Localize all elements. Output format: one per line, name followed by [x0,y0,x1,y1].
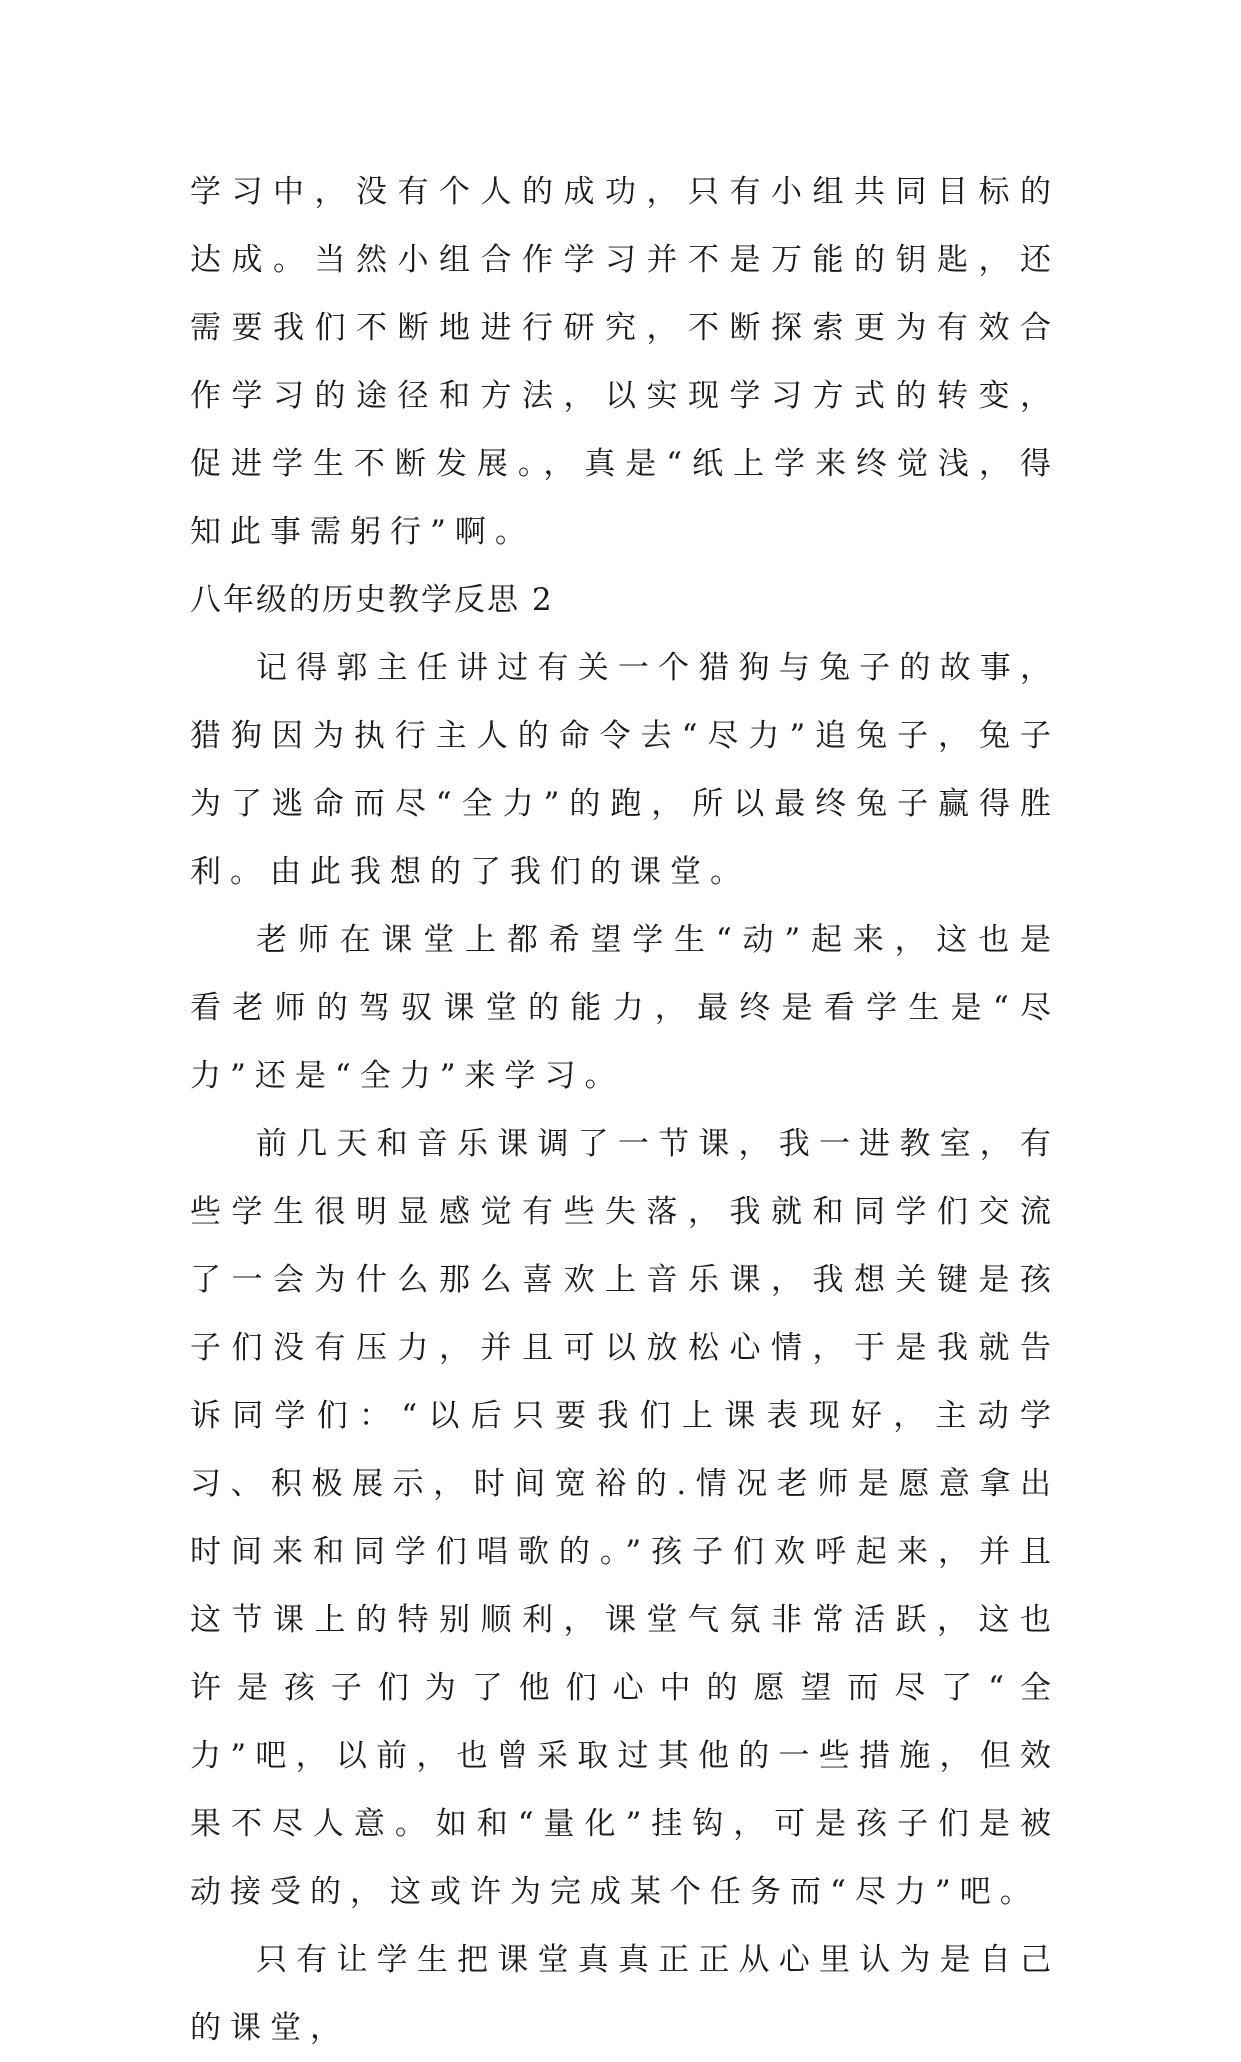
document-body [190,158,1060,2062]
paragraph-conclusion-start: 只有让学生把课堂真真正正从心里认为是自己的课堂， [190,1942,1060,2046]
section-heading: 八年级的历史教学反思 2 [190,582,554,618]
paragraph-continuation: 学习中，没有个人的成功，只有小组共同目标的达成。当然小组合作学习并不是万能的钥匙，还需要我们不断地进行研究，不断探索更为有效合作学习的途径和方法，以实现学习方式的转变，促进学生不断发展。，真是“纸上学来终觉浅，得知此事需躬行”啊。 [190,174,1060,550]
paragraph-music-class: 前几天和音乐课调了一节课，我一进教室，有些学生很明显感觉有些失落，我就和同学们交流了一会为什么那么喜欢上音乐课，我想关键是孩子们没有压力，并且可以放松心情，于是我就告诉同学们：“以后只要我们上课表现好，主动学习、积极展示，时间宽裕的.情况老师是愿意拿出时间来和同学们唱歌的。”孩子们欢呼起来，并且这节课上的特别顺利，课堂气氛非常活跃，这也许是孩子们为了他们心中的愿望而尽了“全力”吧，以前，也曾采取过其他的一些措施，但效果不尽人意。如和“量化”挂钩，可是孩子们是被动接受的，这或许为完成某个任务而“尽力”吧。 [190,1126,1060,1910]
paragraph-teacher-expectation: 老师在课堂上都希望学生“动”起来，这也是看老师的驾驭课堂的能力，最终是看学生是“尽力”还是“全力”来学习。 [190,922,1060,1094]
paragraph-story: 记得郭主任讲过有关一个猎狗与兔子的故事，猎狗因为执行主人的命令去“尽力”追兔子，兔子为了逃命而尽“全力”的跑，所以最终兔子赢得胜利。由此我想的了我们的课堂。 [190,650,1060,890]
